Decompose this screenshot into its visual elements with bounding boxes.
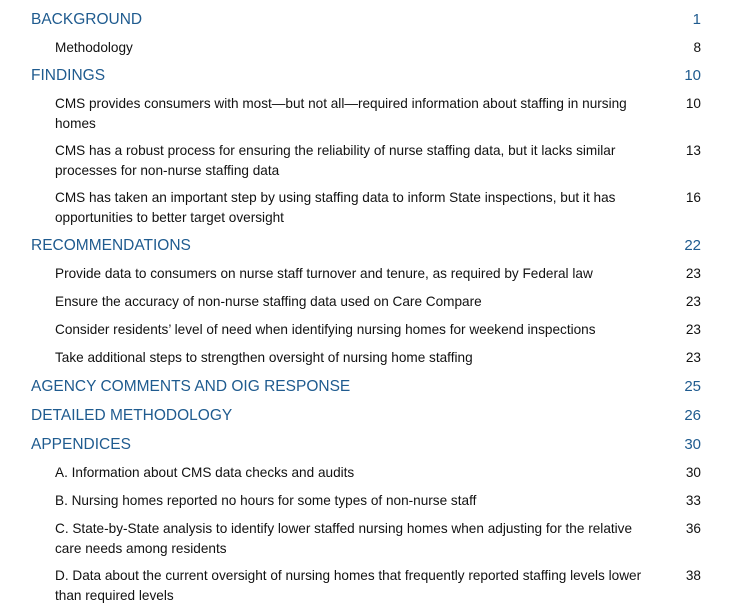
toc-entry-title[interactable]: DETAILED METHODOLOGY [31, 407, 233, 424]
toc-entry-title[interactable]: Methodology [55, 40, 133, 55]
toc-entry-page[interactable]: 13 [685, 143, 701, 158]
toc-entry-title[interactable]: APPENDICES [31, 436, 131, 453]
toc-entry-title[interactable]: CMS has taken an important step by using staffing data to inform State inspections, but it has opportunities to better target oversight [55, 190, 616, 225]
toc-entry-title[interactable]: RECOMMENDATIONS [31, 237, 191, 254]
toc-entry-title[interactable]: CMS provides consumers with most—but not all—required information about staffing in nursing homes [55, 96, 627, 131]
toc-entry-page[interactable]: 36 [685, 521, 701, 536]
toc-entry-page[interactable]: 1 [692, 11, 701, 28]
toc-entry-page[interactable]: 10 [685, 96, 701, 111]
toc-entry-title[interactable]: A. Information about CMS data checks and audits [55, 465, 355, 480]
toc-entry-title[interactable]: B. Nursing homes reported no hours for some types of non-nurse staff [55, 493, 477, 508]
toc-entry-page[interactable]: 23 [685, 266, 701, 281]
toc-entry-page[interactable]: 23 [685, 294, 701, 309]
toc-entry-title[interactable]: FINDINGS [31, 67, 106, 84]
toc-entry-page[interactable]: 10 [684, 67, 701, 84]
toc-entry-title[interactable]: Take additional steps to strengthen oversight of nursing home staffing [55, 350, 473, 365]
toc-entry-title[interactable]: Ensure the accuracy of non-nurse staffing data used on Care Compare [55, 294, 482, 309]
toc-entry-page[interactable]: 30 [684, 436, 701, 453]
toc-entry-page[interactable]: 23 [685, 350, 701, 365]
toc-entry-page[interactable]: 38 [685, 568, 701, 583]
toc-entry-page[interactable]: 22 [684, 237, 701, 254]
toc-entry-page[interactable]: 8 [693, 40, 701, 55]
toc-entry-title[interactable]: D. Data about the current oversight of nursing homes that frequently reported staffing levels lower than required levels [55, 568, 642, 603]
toc-entry-page[interactable]: 33 [685, 493, 701, 508]
toc-entry-title[interactable]: Provide data to consumers on nurse staff turnover and tenure, as required by Federal law [55, 266, 593, 281]
toc-entry-title[interactable]: CMS has a robust process for ensuring the reliability of nurse staffing data, but it lacks similar processes for non-nurse staffing data [55, 143, 616, 178]
toc-entry-title[interactable]: C. State-by-State analysis to identify lower staffed nursing homes when adjusting for the relative care needs among residents [55, 521, 633, 556]
toc-entry-page[interactable]: 16 [685, 190, 701, 205]
toc-entry-page[interactable]: 30 [685, 465, 701, 480]
toc-entry-page[interactable]: 23 [685, 322, 701, 337]
toc-entry-title[interactable]: BACKGROUND [31, 11, 143, 28]
toc-entry-page[interactable]: 25 [684, 378, 701, 395]
toc-entry-page[interactable]: 26 [684, 407, 701, 424]
toc-entry-title[interactable]: AGENCY COMMENTS AND OIG RESPONSE [31, 378, 351, 395]
toc-entry-title[interactable]: Consider residents’ level of need when identifying nursing homes for weekend inspections [55, 322, 596, 337]
